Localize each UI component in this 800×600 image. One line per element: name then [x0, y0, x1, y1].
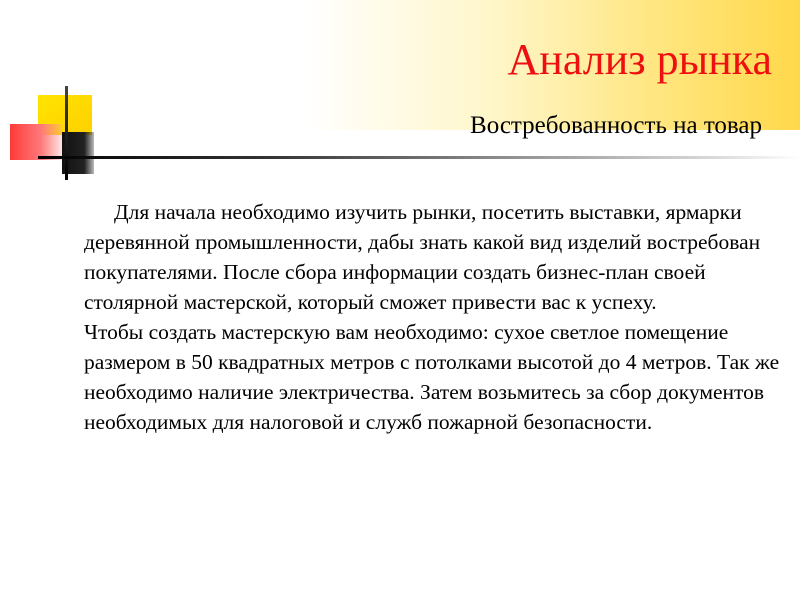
slide-subtitle: Востребованность на товар [470, 112, 762, 139]
body-paragraph: Чтобы создать мастерскую вам необходимо: сухое светлое помещение размером в 50 квадратных метров с потолками высотой до 4 метров. Так же необходимо наличие электричества. Затем возьмитесь за сбор документов необходимых для налоговой и служб пожарной безопасности. [84, 320, 780, 434]
decorative-vertical-line [65, 86, 68, 180]
decorative-red-square [10, 124, 62, 160]
body-text [84, 197, 784, 437]
slide-title: Анализ рынка [507, 35, 772, 84]
horizontal-divider-line [38, 156, 800, 159]
body-paragraph: Для начала необходимо изучить рынки, посетить выставки, ярмарки деревянной промышленности, дабы знать какой вид изделий востребован покупателями. После сбора информации создать бизнес-план своей столярной мастерской, который сможет привести вас к успеху. [84, 200, 761, 314]
